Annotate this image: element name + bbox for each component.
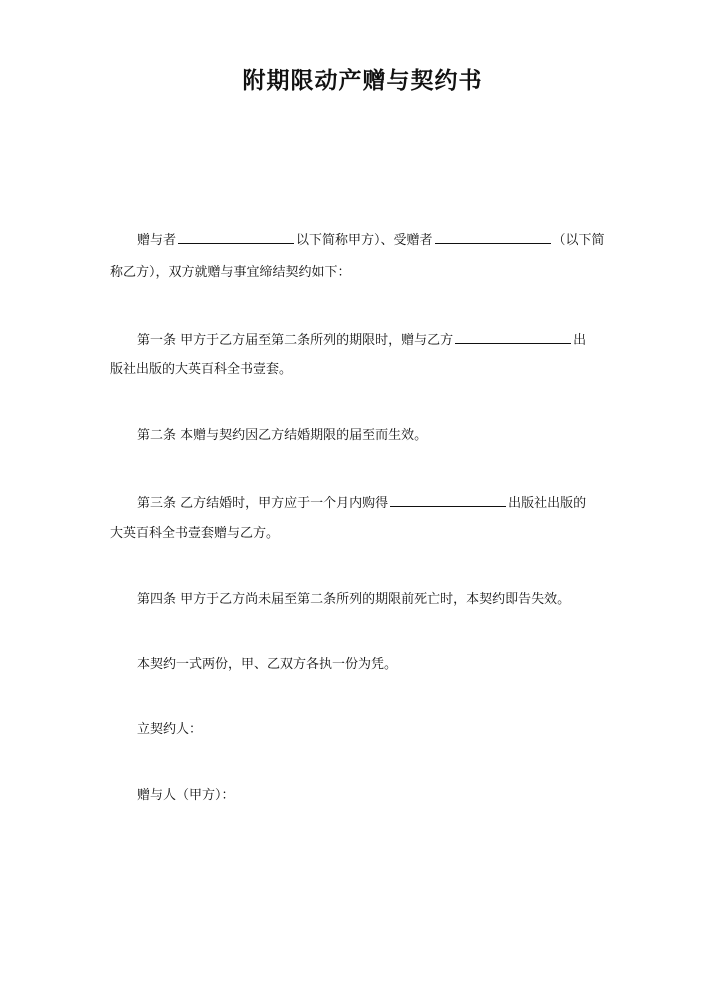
article-4: 第四条 甲方于乙方尚未届至第二条所列的期限前死亡时，本契约即告失效。 bbox=[137, 592, 571, 607]
article-1-prefix: 第一条 甲方于乙方届至第二条所列的期限时，赠与乙方 bbox=[137, 333, 454, 348]
donor-name-blank[interactable] bbox=[178, 231, 294, 244]
copies-clause: 本契约一式两份，甲、乙双方各执一份为凭。 bbox=[137, 657, 398, 672]
donee-suffix: （以下简 bbox=[552, 233, 605, 248]
donor-signature-label: 赠与人（甲方）： bbox=[137, 788, 235, 803]
article-1-suffix: 出 bbox=[573, 333, 587, 348]
donor-suffix: 以下简称甲方）、受赠者 bbox=[296, 233, 433, 248]
article-3-prefix: 第三条 乙方结婚时，甲方应于一个月内购得 bbox=[137, 496, 389, 511]
parties-label: 立契约人： bbox=[137, 722, 203, 737]
article-1-publisher-blank[interactable] bbox=[455, 331, 571, 344]
intro-line-2: 称乙方），双方就赠与事宜缔结契约如下： bbox=[110, 265, 351, 280]
article-1-line-2: 版社出版的大英百科全书壹套。 bbox=[110, 362, 293, 377]
donee-name-blank[interactable] bbox=[435, 231, 551, 244]
article-3-line-2: 大英百科全书壹套赠与乙方。 bbox=[110, 526, 280, 541]
article-3-line-1 bbox=[137, 494, 586, 512]
article-2: 第二条 本赠与契约因乙方结婚期限的届至而生效。 bbox=[137, 428, 428, 443]
article-3-publisher-blank[interactable] bbox=[390, 494, 506, 507]
article-1-line-1 bbox=[137, 331, 586, 349]
intro-line-1 bbox=[137, 231, 605, 249]
document-title: 附期限动产赠与契约书 bbox=[242, 68, 483, 94]
article-3-suffix: 出版社出版的 bbox=[508, 496, 587, 511]
donor-label: 赠与者 bbox=[137, 233, 177, 248]
